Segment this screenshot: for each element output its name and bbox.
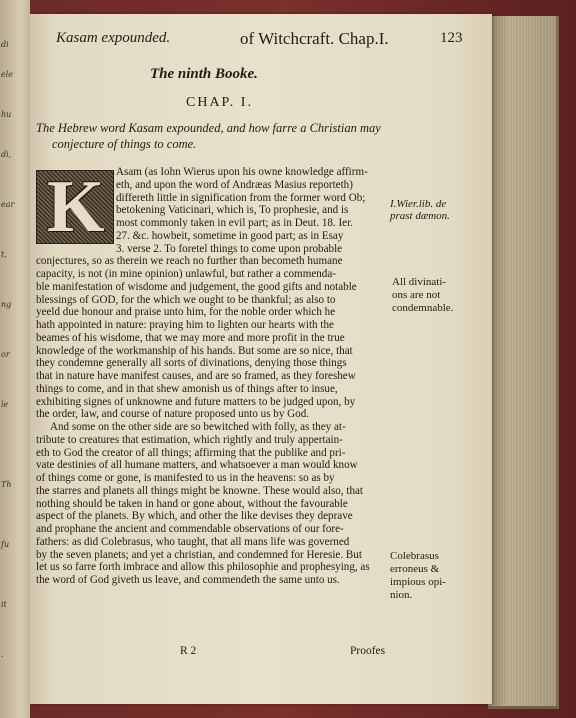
margin-note-divinations <box>392 276 453 315</box>
text-line: they condemne generally all sorts of divinations, denying those things <box>36 357 347 370</box>
margin-note-wier <box>390 198 450 222</box>
page-edges <box>488 16 559 709</box>
text-line: fathers: as did Colebrasus, who taught, that all mans life was governed <box>36 535 350 548</box>
text-line: vate destinies of all humane matters, and whatsoever a man would know <box>36 459 358 472</box>
margin-note-line: nion. <box>390 589 413 601</box>
prev-fragment: hu <box>1 110 12 119</box>
text-line: eth, and upon the word of Andræas Masius reporteth) <box>116 178 353 191</box>
text-line: knowledge of the workmanship of his hands. But some are so nice, that <box>36 344 353 357</box>
margin-note-line: I.Wier.lib. de <box>390 198 447 210</box>
text-line: the word of God giveth us leave, and commendeth the same unto us. <box>36 574 340 586</box>
page-number: 123 <box>440 30 463 46</box>
chapter-heading: CHAP. I. <box>186 95 253 110</box>
text-line: nothing should be taken in hand or gone about, without the favourable <box>36 497 348 510</box>
text-line: Asam (as Iohn Wierus upon his owne knowledge affirm- <box>116 166 368 178</box>
text-line: of things come or gone, is manifested to us in the heavens: so as by <box>36 472 335 484</box>
text-line: betokening Vaticinari, which is, To prophesie, and is <box>116 204 349 217</box>
catchword: Proofes <box>350 645 386 657</box>
prev-fragment: or <box>1 350 10 359</box>
prev-fragment: . <box>1 650 4 659</box>
text-line: eth to God the creator of all things; affirming that the publike and pri- <box>36 446 346 459</box>
subtitle-line: The Hebrew word Kasam expounded, and how farre a Christian may <box>36 121 381 135</box>
prev-fragment: Th <box>1 480 12 489</box>
text-line: hath appointed in nature: praying him to lighten our hearts with the <box>36 319 334 331</box>
margin-note-line: ons are not <box>392 289 441 301</box>
text-line: let us so farre forth imbrace and allow this philosophie and prophesying, as <box>36 561 370 574</box>
text-line: capacity, is not (in mine opinion) unlawful, but rather a commenda- <box>36 268 336 280</box>
drop-cap-letter: K <box>47 166 105 248</box>
text-line: most commonly taken in evil part; as in Deut. 18. Ier. <box>116 217 353 229</box>
subtitle-line: conjecture of things to come. <box>52 137 197 151</box>
running-head-center: of Witchcraft. Chap.I. <box>240 29 389 48</box>
text-line: the order, law, and course of nature proposed unto us by God. <box>36 408 310 421</box>
text-line: and prophane the ancient and commendable observations of our fore- <box>36 523 344 535</box>
text-line: aspect of the planets. By which, and other the like devises they deprave <box>36 510 353 523</box>
text-line: differeth little in signification from the former word Ob; <box>116 191 366 204</box>
prev-fragment: ear <box>1 200 15 209</box>
decorated-initial <box>36 166 114 248</box>
prev-fragment: le <box>1 400 9 409</box>
margin-note-line: erroneus & <box>390 563 440 575</box>
margin-note-line: impious opi- <box>390 576 446 588</box>
running-head-left: Kasam expounded. <box>56 30 171 46</box>
text-line: blessings of GOD, for the which we ought to be thankful; as also to <box>36 293 336 306</box>
text-line: that in nature have manifest causes, and are so framed, as they foreshew <box>36 370 356 382</box>
prev-fragment: di <box>1 40 9 49</box>
prev-fragment: t, <box>1 250 7 259</box>
chapter-subtitle <box>36 120 381 152</box>
text-line: tribute to creatures that estimation, which rightly and truly appertain- <box>36 433 343 446</box>
previous-page-edge <box>0 0 30 718</box>
text-line: 3. verse 2. To foretel things to come upon probable <box>116 242 343 255</box>
prev-fragment: ng <box>1 300 12 309</box>
prev-fragment: fu <box>1 540 10 549</box>
text-line: conjectures, so as therein we reach no further than becometh humane <box>36 255 343 268</box>
book-title: The ninth Booke. <box>150 66 258 82</box>
prev-fragment: di, <box>1 150 12 159</box>
prev-fragment: it <box>1 600 7 609</box>
text-line: exhibiting signes of unknowne and future matters to be judged upon, by <box>36 395 356 408</box>
text-line: 27. &c. howbeit, sometime in good part; as in Esay <box>116 229 344 242</box>
signature-mark: R 2 <box>180 645 197 657</box>
text-line: ble manifestation of wisdome and judgement, the good gifts and notable <box>36 280 357 293</box>
text-line: things to come, and in that shew amonish us of things after to insue, <box>36 382 338 395</box>
text-line: And some on the other side are so bewitched with folly, as they at- <box>50 421 346 433</box>
margin-note-line: condemnable. <box>392 302 454 314</box>
margin-note-line: prast dæmon. <box>390 210 450 222</box>
prev-fragment: ele <box>1 70 14 79</box>
margin-note-line: Colebrasus <box>390 550 439 562</box>
text-line: the starres and planets all things might be knowne. These would also, that <box>36 484 363 497</box>
text-line: yeeld due honour and praise unto him, for the noble order which he <box>36 306 336 319</box>
text-line: by the seven planets; and yet a christian, and condemned for Heresie. But <box>36 548 362 561</box>
text-line: beames of his wisdome, that we may more and more profit in the true <box>36 331 345 344</box>
margin-note-colebrasus <box>390 550 446 602</box>
margin-note-line: All divinati- <box>392 276 447 288</box>
